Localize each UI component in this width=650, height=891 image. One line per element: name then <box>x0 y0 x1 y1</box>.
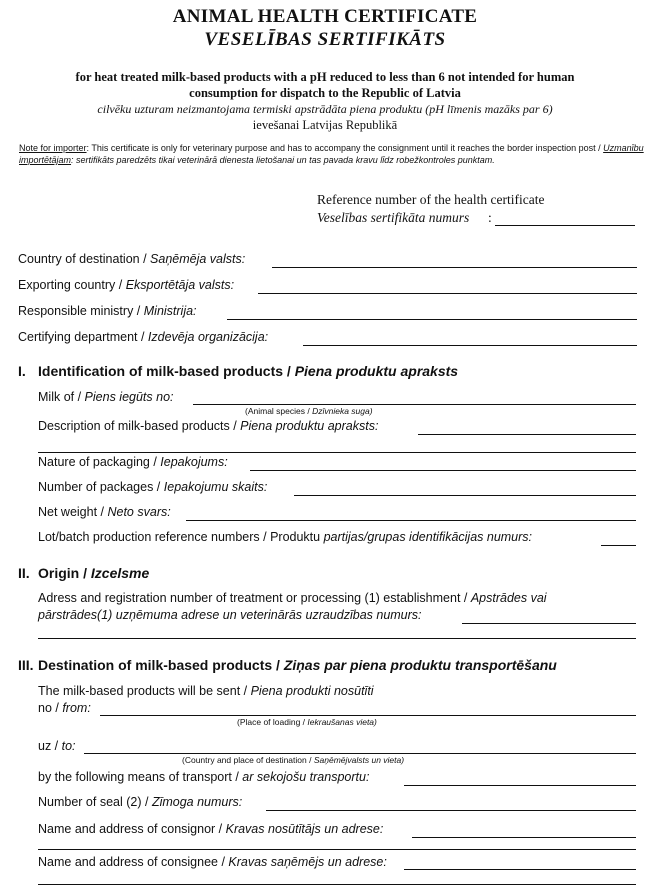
description-label: Description of milk-based products / Piena produktu apraksts: <box>38 419 379 433</box>
consignee-label: Name and address of consignee / Kravas saņēmējs un adrese: <box>38 855 387 869</box>
packaging-field[interactable] <box>250 470 636 471</box>
section-2-title: Origin / Izcelsme <box>38 565 150 581</box>
milk-of-label: Milk of / Piens iegūts no: <box>38 390 174 404</box>
destination-field[interactable] <box>272 267 637 268</box>
destination-caption: (Country and place of destination / Saņēmējvalsts un vieta) <box>182 755 405 765</box>
packages-field[interactable] <box>294 495 636 496</box>
establishment-field-line-2[interactable] <box>38 638 636 639</box>
consignor-label: Name and address of consignor / Kravas nosūtītājs un adrese: <box>38 822 384 836</box>
note-label: Note for importer <box>19 143 87 153</box>
lot-field[interactable] <box>601 545 636 546</box>
importer-note <box>19 142 644 166</box>
consignor-field-line-2[interactable] <box>38 849 636 850</box>
subtitle-lv-line-2: ievešanai Latvijas Republikā <box>252 118 398 132</box>
seal-label: Number of seal (2) / Zīmoga numurs: <box>38 795 243 809</box>
note-text: : This certificate is only for veterinary purpose and has to accompany the consignment until it reaches the border inspection post / <box>86 143 604 153</box>
section-3-number: III. <box>18 657 34 673</box>
exporting-field[interactable] <box>258 293 637 294</box>
certificate-title-lv: VESELĪBAS SERTIFIKĀTS <box>204 29 446 50</box>
establishment-label: Adress and registration number of treatment or processing (1) establishment / Apstrādes vai <box>38 591 547 605</box>
colon: : <box>488 210 492 225</box>
packages-label: Number of packages / Iepakojumu skaits: <box>38 480 268 494</box>
description-field[interactable] <box>418 434 636 435</box>
to-label: uz / to: <box>38 739 76 753</box>
ministry-label: Responsible ministry / Ministrija: <box>18 304 197 318</box>
net-weight-field[interactable] <box>186 520 636 521</box>
lot-label: Lot/batch production reference numbers / Produktu partijas/grupas identifikācijas numurs: <box>38 530 533 544</box>
establishment-field[interactable] <box>462 623 636 624</box>
establishment-label-lv: pārstrādes(1) uzņēmuma adrese un veterinārās uzraudzības numurs: <box>38 608 422 622</box>
sent-label: The milk-based products will be sent / Piena produkti nosūtīti <box>38 684 374 698</box>
section-3-title: Destination of milk-based products / Ziņas par piena produktu transportēšanu <box>38 657 557 673</box>
reference-label: Reference number of the health certificate <box>317 192 545 207</box>
species-caption: (Animal species / Dzīvnieka suga) <box>245 406 373 416</box>
certificate-title: ANIMAL HEALTH CERTIFICATE <box>172 6 478 27</box>
net-weight-label: Net weight / Neto svars: <box>38 505 171 519</box>
section-2-number: II. <box>18 565 30 581</box>
consignee-field[interactable] <box>404 869 636 870</box>
loading-caption: (Place of loading / Iekraušanas vieta) <box>237 717 377 727</box>
from-field[interactable] <box>100 715 636 716</box>
subtitle-lv-line-1: cilvēku uzturam neizmantojama termiski apstrādāta piena produktu (pH līmenis mazāks par 6) <box>97 102 553 116</box>
reference-number-field[interactable] <box>495 225 635 226</box>
from-label: no / from: <box>38 701 91 715</box>
to-field[interactable] <box>84 753 636 754</box>
subtitle-line-1: for heat treated milk-based products with a pH reduced to less than 6 not intended for human <box>75 70 575 84</box>
department-field[interactable] <box>303 345 637 346</box>
section-1-number: I. <box>18 363 26 379</box>
transport-field[interactable] <box>404 785 636 786</box>
packaging-label: Nature of packaging / Iepakojums: <box>38 455 228 469</box>
section-1-title: Identification of milk-based products / Piena produktu apraksts <box>38 363 459 379</box>
exporting-label: Exporting country / Eksportētāja valsts: <box>18 278 235 292</box>
consignee-field-line-2[interactable] <box>38 884 636 885</box>
ministry-field[interactable] <box>227 319 637 320</box>
note-text-lv: : sertifikāts paredzēts tikai veterinārā dienesta lietošanai un tas pavada kravu līdz robežkontroles punktam. <box>71 155 495 165</box>
description-field-line-2[interactable] <box>38 452 636 453</box>
transport-label: by the following means of transport / ar sekojošu transportu: <box>38 770 370 784</box>
milk-of-field[interactable] <box>193 404 636 405</box>
subtitle-line-2: consumption for dispatch to the Republic of Latvia <box>189 86 461 100</box>
reference-label-lv: Veselības sertifikāta numurs <box>317 210 470 225</box>
department-label: Certifying department / Izdevēja organizācija: <box>18 330 269 344</box>
destination-label: Country of destination / Saņēmēja valsts: <box>18 252 246 266</box>
seal-field[interactable] <box>266 810 636 811</box>
consignor-field[interactable] <box>412 837 636 838</box>
note-label-lv: Uzmanību importētājam <box>19 143 644 165</box>
